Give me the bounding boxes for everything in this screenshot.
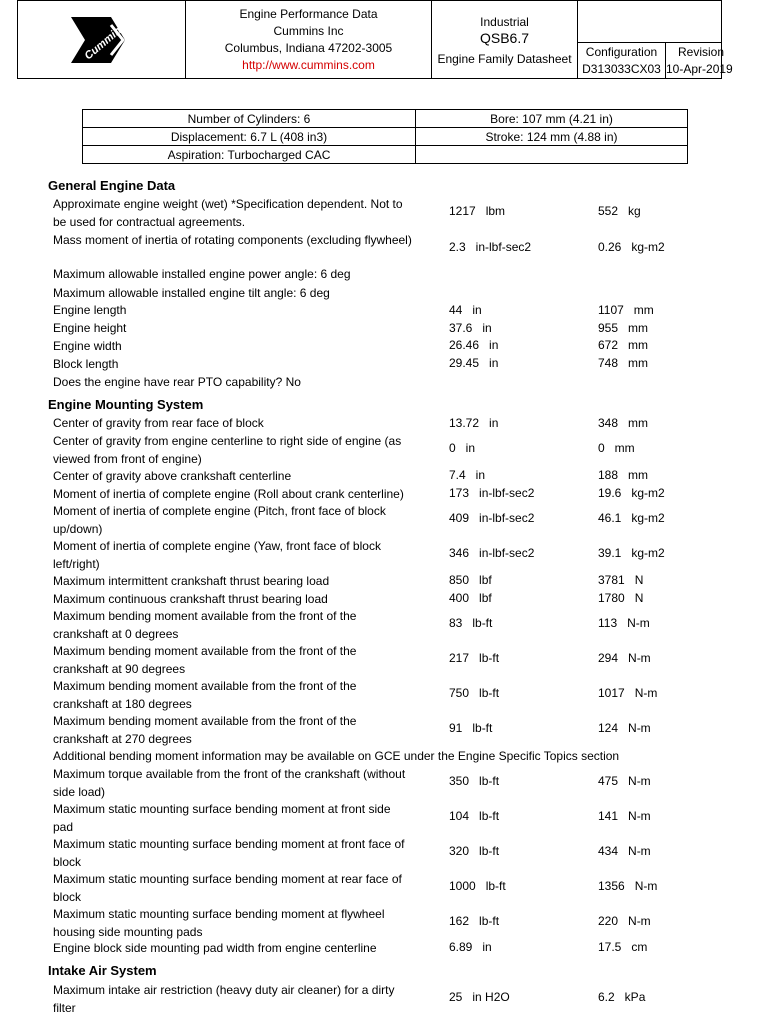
- doc-heading: Engine Performance Data: [239, 7, 378, 21]
- section-intake-air-system: Intake Air System: [48, 963, 157, 978]
- row-description: Engine height: [53, 321, 127, 335]
- row-value-metric: 552 kg: [598, 204, 641, 218]
- document-type: Engine Family Datasheet: [437, 52, 572, 66]
- row-description: Does the engine have rear PTO capability? No: [53, 375, 301, 389]
- row-description: Maximum static mounting surface bending moment at front side pad: [53, 802, 391, 834]
- row-value-imperial: 26.46 in: [449, 338, 499, 352]
- row-value-metric: 1780 N: [598, 591, 644, 605]
- row-description: Mass moment of inertia of rotating components (excluding flywheel): [53, 233, 412, 247]
- row-description: Maximum bending moment available from the front of the crankshaft at 0 degrees: [53, 609, 357, 641]
- logo-wordmark: Cummins: [82, 20, 129, 63]
- row-value-metric: 348 mm: [598, 416, 649, 430]
- row-value-metric: 6.2 kPa: [598, 990, 646, 1004]
- row-description: Engine length: [53, 303, 127, 317]
- row-value-metric: 188 mm: [598, 468, 649, 482]
- row-value-imperial: 850 lbf: [449, 573, 492, 587]
- section-general-engine-data: General Engine Data: [48, 178, 176, 193]
- row-value-imperial: 13.72 in: [449, 416, 499, 430]
- cylinders-cell: Number of Cylinders: 6: [83, 110, 416, 128]
- row-value-imperial: 91 lb-ft: [449, 721, 493, 735]
- row-value-metric: 294 N-m: [598, 651, 651, 665]
- product-cell: [432, 1, 578, 78]
- row-value-metric: 434 N-m: [598, 844, 651, 858]
- row-value-imperial: 7.4 in: [449, 468, 486, 482]
- row-description: Moment of inertia of complete engine (Pitch, front face of block up/down): [53, 504, 386, 536]
- row-description: Center of gravity from rear face of block: [53, 416, 264, 430]
- configuration-cell: [578, 43, 666, 78]
- row-value-imperial: 104 lb-ft: [449, 809, 500, 823]
- row-description: Block length: [53, 357, 119, 371]
- row-value-metric: 0 mm: [598, 441, 635, 455]
- row-value-metric: 141 N-m: [598, 809, 651, 823]
- document-header: [17, 0, 733, 79]
- product-model: QSB6.7: [479, 30, 530, 46]
- row-description: Maximum intermittent crankshaft thrust bearing load: [53, 574, 330, 588]
- row-description: Maximum static mounting surface bending moment at flywheel housing side mounting pads: [53, 907, 385, 939]
- row-value-metric: 3781 N: [598, 573, 644, 587]
- row-description: Approximate engine weight (wet) *Specification dependent. Not to be used for contractual agreements.: [53, 197, 403, 229]
- row-value-metric: 39.1 kg-m2: [598, 546, 665, 560]
- row-value-imperial: 44 in: [449, 303, 482, 317]
- row-value-metric: 1017 N-m: [598, 686, 658, 700]
- row-description: Maximum bending moment available from the front of the crankshaft at 90 degrees: [53, 644, 357, 676]
- table-row: [83, 128, 688, 146]
- row-value-metric: 748 mm: [598, 356, 649, 370]
- row-value-imperial: 320 lb-ft: [449, 844, 500, 858]
- row-value-metric: 955 mm: [598, 321, 649, 335]
- row-description: Maximum static mounting surface bending moment at front face of block: [53, 837, 405, 869]
- row-description: Maximum continuous crankshaft thrust bearing load: [53, 592, 328, 606]
- revision-value: 10-Apr-2019: [666, 62, 733, 76]
- table-row: [83, 110, 688, 128]
- row-value-metric: 1356 N-m: [598, 879, 658, 893]
- displacement-cell: Displacement: 6.7 L (408 in3): [83, 128, 416, 146]
- company-url-link[interactable]: http://www.cummins.com: [242, 58, 375, 72]
- row-value-imperial: 1000 lb-ft: [449, 879, 506, 893]
- row-description: Maximum bending moment available from the front of the crankshaft at 270 degrees: [53, 714, 357, 746]
- row-value-metric: 46.1 kg-m2: [598, 511, 665, 525]
- row-value-metric: 124 N-m: [598, 721, 651, 735]
- revision-cell: [666, 43, 733, 78]
- company-address: Columbus, Indiana 47202-3005: [224, 41, 393, 55]
- row-description: Additional bending moment information may be available on GCE under the Engine Specific Topics section: [53, 749, 620, 763]
- row-value-imperial: 409 in-lbf-sec2: [449, 511, 535, 525]
- configuration-label: Configuration: [585, 45, 658, 59]
- row-value-imperial: 83 lb-ft: [449, 616, 493, 630]
- row-description: Maximum bending moment available from the front of the crankshaft at 180 degrees: [53, 679, 357, 711]
- row-description: Maximum intake air restriction (heavy duty air cleaner) for a dirty filter: [53, 983, 395, 1015]
- row-value-metric: 1107 mm: [598, 303, 654, 317]
- blank-header-cell: [578, 1, 721, 43]
- row-value-imperial: 6.89 in: [449, 940, 492, 954]
- row-value-imperial: 750 lb-ft: [449, 686, 500, 700]
- row-value-imperial: 29.45 in: [449, 356, 499, 370]
- row-value-imperial: 400 lbf: [449, 591, 492, 605]
- row-value-imperial: 173 in-lbf-sec2: [449, 486, 535, 500]
- row-description: Maximum static mounting surface bending moment at rear face of block: [53, 872, 402, 904]
- configuration-value: D313033CX03: [582, 62, 661, 76]
- row-value-imperial: 1217 lbm: [449, 204, 506, 218]
- stroke-cell: Stroke: 124 mm (4.88 in): [416, 128, 688, 146]
- row-value-imperial: 346 in-lbf-sec2: [449, 546, 535, 560]
- row-description: Engine width: [53, 339, 122, 353]
- row-description: Moment of inertia of complete engine (Yaw, front face of block left/right): [53, 539, 381, 571]
- row-value-metric: 220 N-m: [598, 914, 651, 928]
- row-description: Center of gravity above crankshaft centerline: [53, 469, 292, 483]
- row-value-imperial: 217 lb-ft: [449, 651, 500, 665]
- row-value-imperial: 37.6 in: [449, 321, 492, 335]
- row-description: Maximum allowable installed engine power angle: 6 deg: [53, 267, 351, 281]
- row-value-imperial: 2.3 in-lbf-sec2: [449, 240, 532, 254]
- row-value-imperial: 350 lb-ft: [449, 774, 500, 788]
- row-description: Center of gravity from engine centerline to right side of engine (as viewed from front of engine): [53, 434, 402, 466]
- row-description: Maximum torque available from the front of the crankshaft (without side load): [53, 767, 406, 799]
- row-description: Engine block side mounting pad width from engine centerline: [53, 941, 377, 955]
- row-value-metric: 475 N-m: [598, 774, 651, 788]
- row-value-metric: 19.6 kg-m2: [598, 486, 665, 500]
- table-row: [83, 146, 688, 164]
- revision-label: Revision: [678, 45, 725, 59]
- row-value-metric: 672 mm: [598, 338, 649, 352]
- product-category: Industrial: [480, 15, 529, 29]
- section-engine-mounting-system: Engine Mounting System: [48, 397, 204, 412]
- cummins-logo: [65, 15, 131, 65]
- row-description: Maximum allowable installed engine tilt angle: 6 deg: [53, 286, 330, 300]
- bore-cell: Bore: 107 mm (4.21 in): [416, 110, 688, 128]
- row-value-imperial: 0 in: [449, 441, 476, 455]
- logo-cell: [18, 1, 186, 78]
- row-value-metric: 17.5 cm: [598, 940, 648, 954]
- row-value-metric: 0.26 kg-m2: [598, 240, 665, 254]
- engine-spec-table: [82, 109, 688, 164]
- company-name: Cummins Inc: [273, 24, 344, 38]
- row-value-metric: 113 N-m: [598, 616, 650, 630]
- company-info: [186, 1, 432, 78]
- row-value-imperial: 162 lb-ft: [449, 914, 500, 928]
- row-description: Moment of inertia of complete engine (Roll about crank centerline): [53, 487, 404, 501]
- aspiration-cell: Aspiration: Turbocharged CAC: [83, 146, 416, 164]
- row-value-imperial: 25 in H2O: [449, 990, 510, 1004]
- empty-cell: [416, 146, 688, 164]
